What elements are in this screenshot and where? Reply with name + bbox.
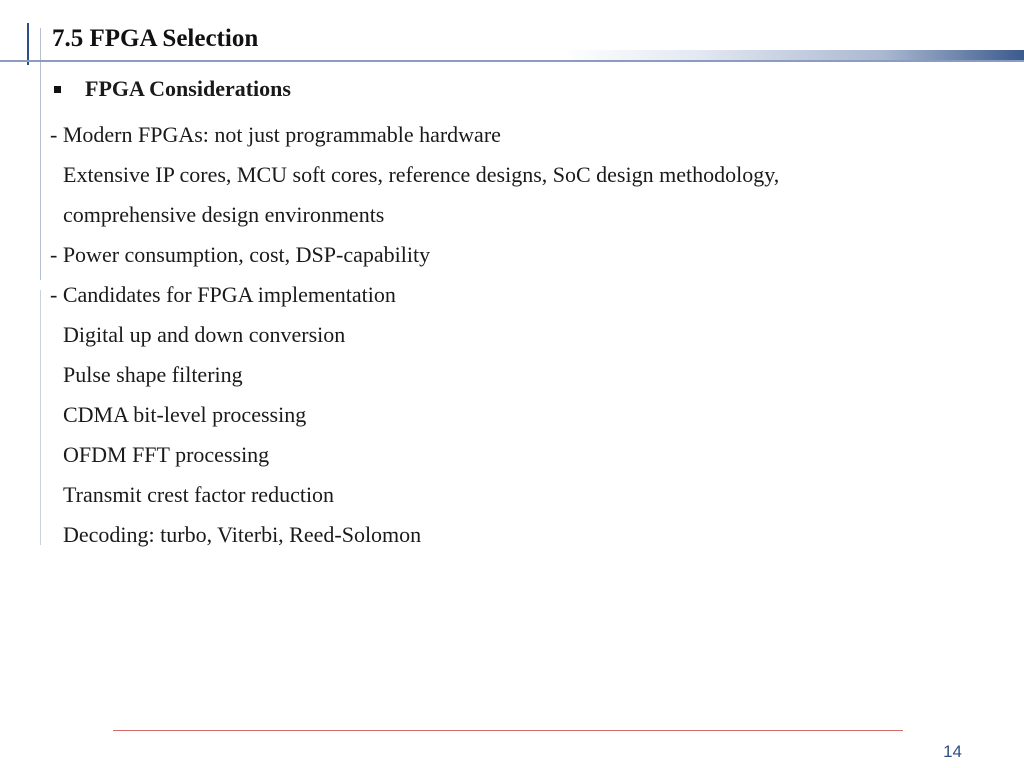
page-number: 14 xyxy=(943,742,962,761)
content-line: OFDM FFT processing xyxy=(63,442,270,467)
left-accent-line-lower xyxy=(40,290,41,545)
content-list xyxy=(50,115,779,555)
footer-rule xyxy=(113,730,903,731)
square-bullet-icon xyxy=(54,86,61,93)
content-line: comprehensive design environments xyxy=(63,202,385,227)
bullet-heading-row xyxy=(52,75,291,103)
content-line: - Candidates for FPGA implementation xyxy=(50,282,396,307)
slide-title: 7.5 FPGA Selection xyxy=(52,25,259,52)
content-line: CDMA bit-level processing xyxy=(63,402,307,427)
content-line: Digital up and down conversion xyxy=(63,322,346,347)
content-line: - Modern FPGAs: not just programmable hardware xyxy=(50,122,501,147)
content-line: Extensive IP cores, MCU soft cores, reference designs, SoC design methodology, xyxy=(63,162,780,187)
bullet-heading: FPGA Considerations xyxy=(85,76,291,101)
content-line: Decoding: turbo, Viterbi, Reed-Solomon xyxy=(63,522,422,547)
content-line: Transmit crest factor reduction xyxy=(63,482,335,507)
title-accent-bar xyxy=(27,23,29,65)
content-line: Pulse shape filtering xyxy=(63,362,243,387)
header-rule xyxy=(0,60,1024,62)
content-line: - Power consumption, cost, DSP-capability xyxy=(50,242,431,267)
left-accent-line-upper xyxy=(40,28,41,280)
